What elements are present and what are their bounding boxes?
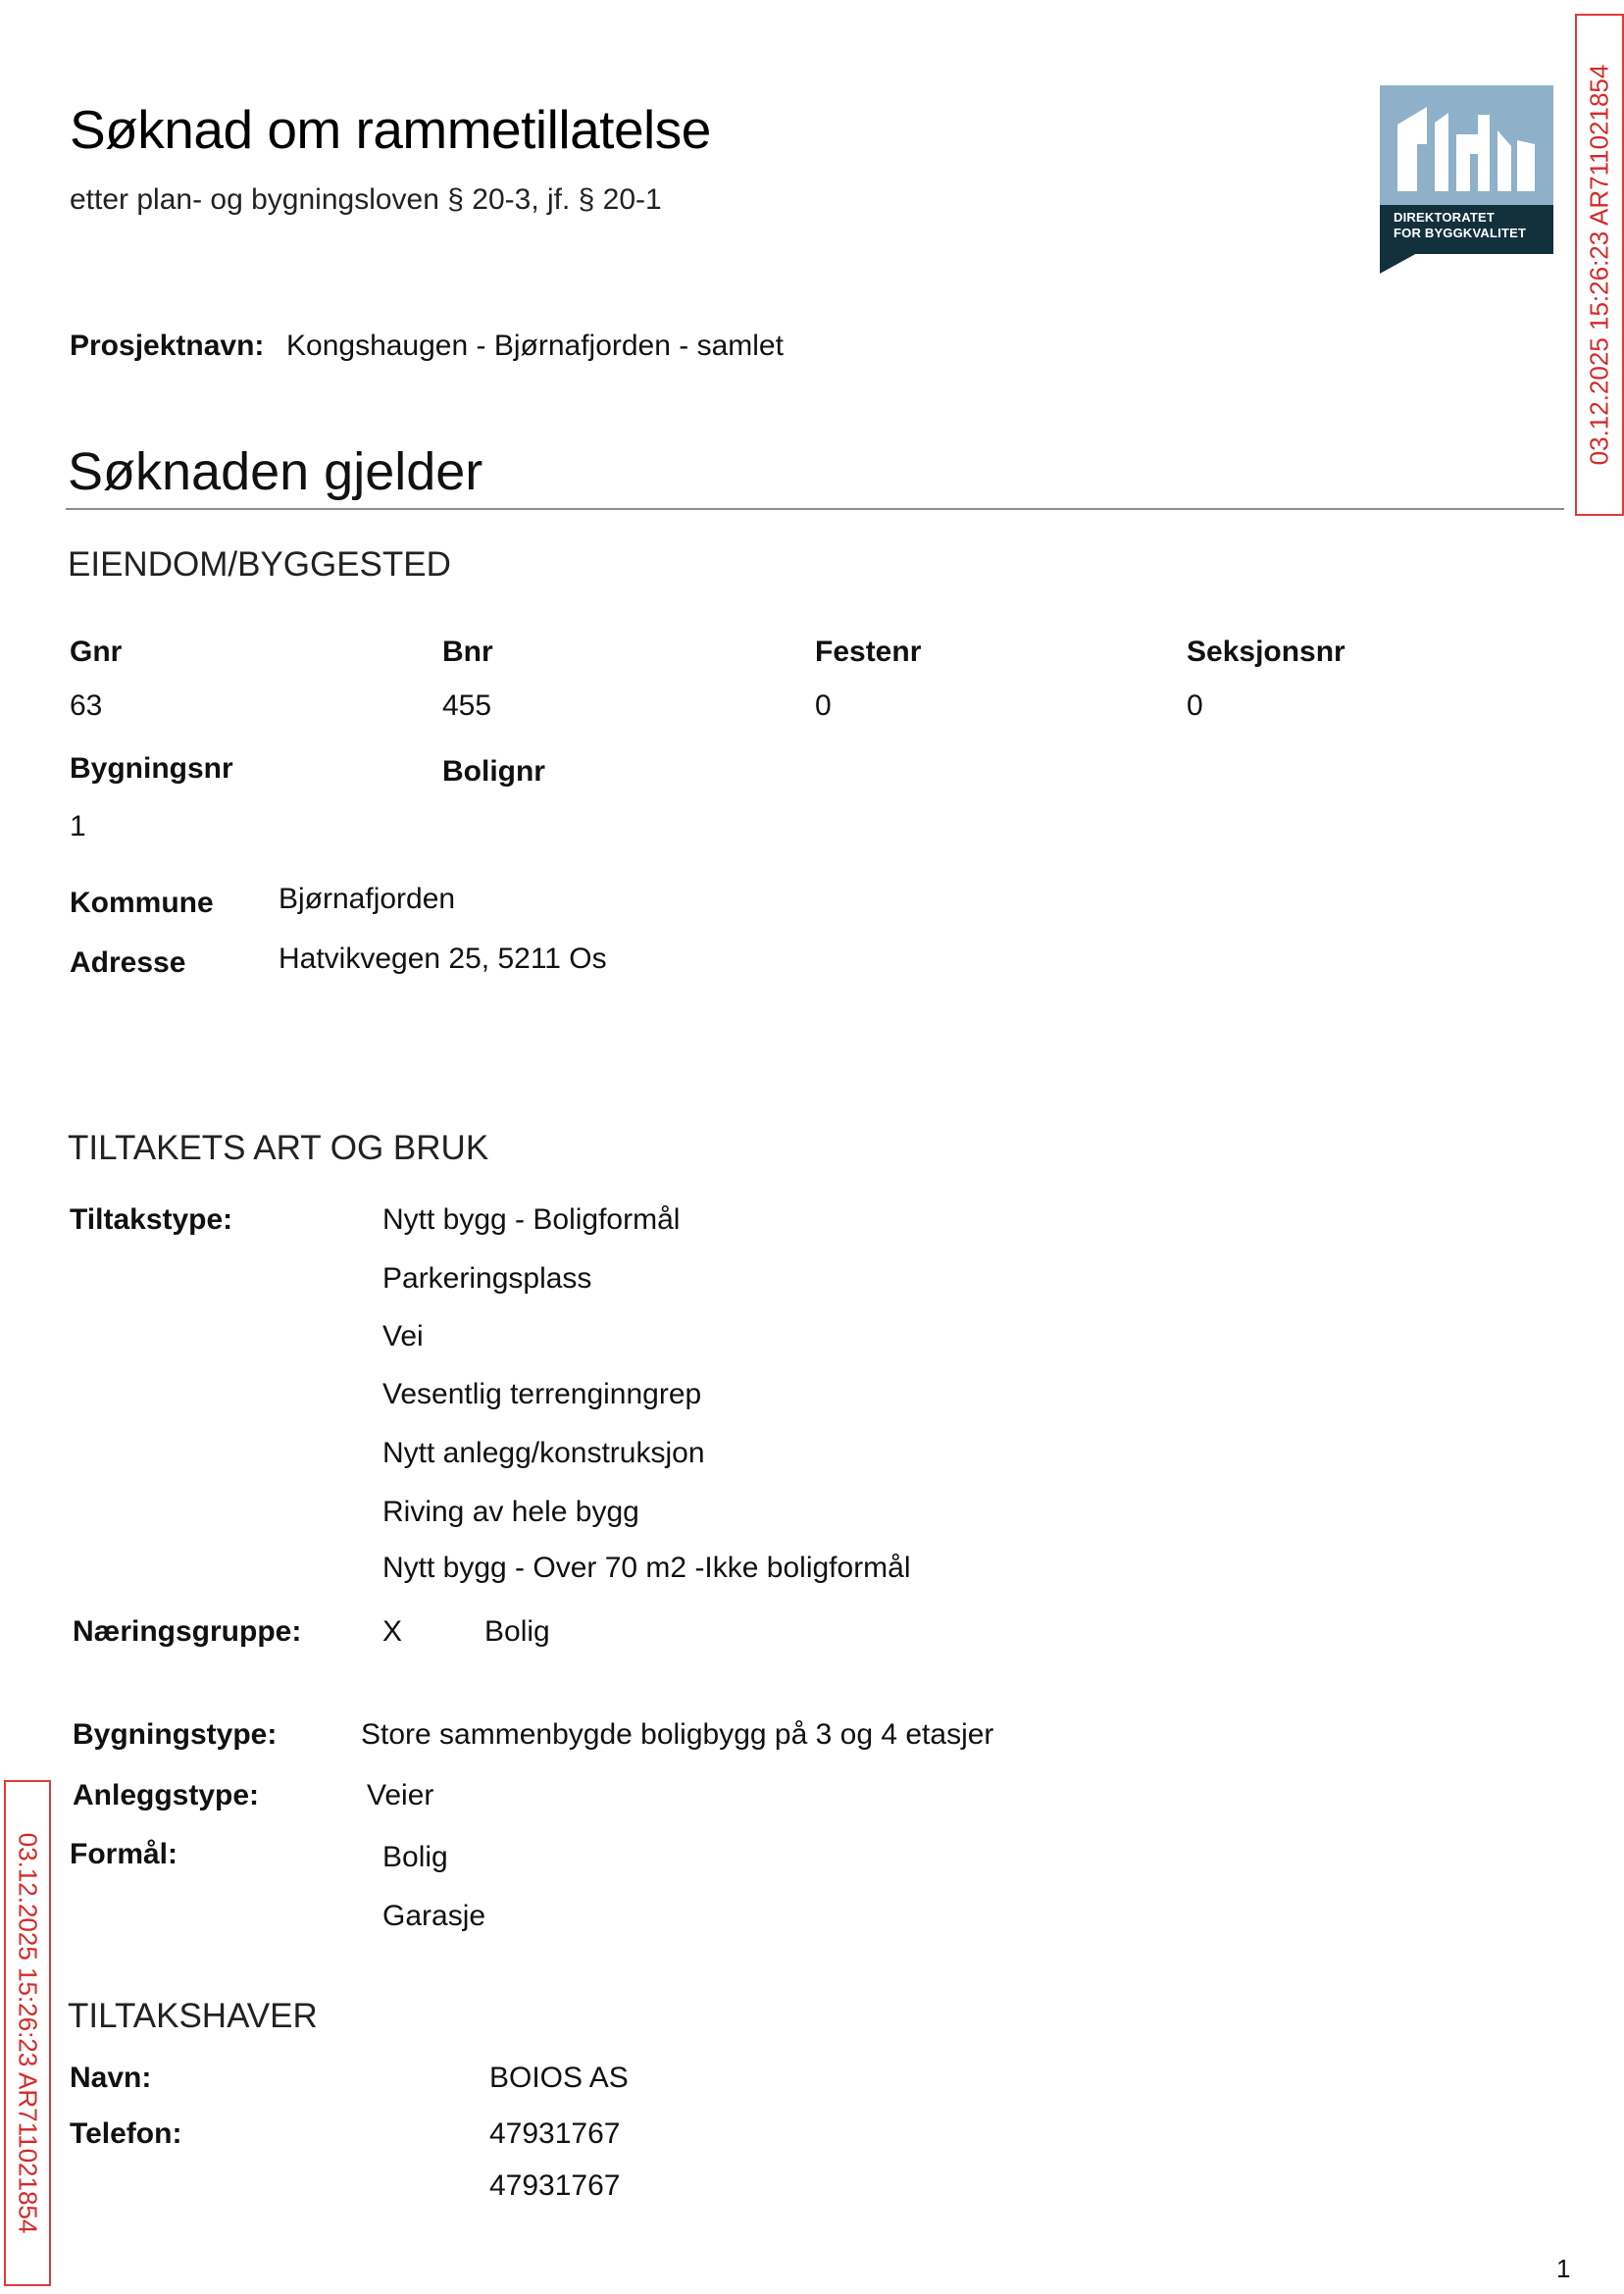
document-title: Søknad om rammetillatelse (70, 99, 711, 160)
telefon-value: 47931767 (489, 2117, 621, 2150)
measure-heading: TILTAKETS ART OG BRUK (68, 1129, 489, 1167)
adresse-label: Adresse (70, 946, 186, 979)
seksjonsnr-label: Seksjonsnr (1187, 636, 1345, 668)
bnr-label: Bnr (442, 636, 493, 668)
property-heading: EIENDOM/BYGGESTED (68, 545, 451, 584)
bygningsnr-value: 1 (70, 810, 86, 842)
formaal-item: Garasje (382, 1900, 486, 1932)
gnr-value: 63 (70, 689, 103, 722)
bygningstype-value: Store sammenbygde boligbygg på 3 og 4 etasjer (361, 1718, 994, 1751)
gnr-label: Gnr (70, 636, 123, 668)
section-title: Søknaden gjelder (68, 442, 483, 501)
tiltakstype-item: Riving av hele bygg (382, 1496, 639, 1528)
dibk-logo (1380, 85, 1553, 276)
logo-tab (1380, 252, 1419, 274)
logo-buildings-icon (1380, 85, 1553, 205)
navn-value: BOIOS AS (489, 2062, 629, 2094)
telefon-value: 47931767 (489, 2169, 621, 2202)
naeringsgruppe-code: X (382, 1615, 403, 1648)
kommune-label: Kommune (70, 887, 214, 919)
project-name-value: Kongshaugen - Bjørnafjorden - samlet (286, 330, 784, 362)
bolignr-label: Bolignr (442, 755, 545, 788)
tiltakstype-item: Nytt bygg - Boligformål (382, 1203, 681, 1236)
adresse-value: Hatvikvegen 25, 5211 Os (279, 943, 607, 975)
naeringsgruppe-value: Bolig (484, 1615, 550, 1648)
anleggstype-label: Anleggstype: (73, 1779, 260, 1811)
stamp-text: 03.12.2025 15:26:23 AR711021854 (1584, 64, 1614, 466)
section-divider (66, 508, 1564, 510)
logo-text-line1: DIREKTORATET (1394, 210, 1496, 225)
bygningstype-label: Bygningstype: (73, 1718, 278, 1751)
tiltakstype-item: Vei (382, 1320, 424, 1352)
owner-heading: TILTAKSHAVER (68, 1997, 318, 2035)
anleggstype-value: Veier (367, 1779, 434, 1811)
formaal-item: Bolig (382, 1841, 448, 1873)
festenr-label: Festenr (815, 636, 922, 668)
naeringsgruppe-label: Næringsgruppe: (73, 1615, 302, 1648)
formaal-label: Formål: (70, 1838, 178, 1870)
project-name-label: Prosjektnavn: (70, 330, 265, 362)
tiltakstype-label: Tiltakstype: (70, 1203, 233, 1236)
bygningsnr-label: Bygningsnr (70, 752, 233, 785)
bnr-value: 455 (442, 689, 492, 722)
tiltakstype-item: Vesentlig terrenginngrep (382, 1378, 702, 1410)
receipt-stamp-left (4, 1780, 51, 2286)
page-number: 1 (1556, 2254, 1571, 2283)
receipt-stamp-right (1575, 14, 1624, 516)
logo-text (1394, 210, 1526, 241)
telefon-label: Telefon: (70, 2117, 182, 2150)
tiltakstype-item: Nytt bygg - Over 70 m2 -Ikke boligformål (382, 1552, 911, 1584)
tiltakstype-item: Parkeringsplass (382, 1262, 592, 1295)
document-subtitle: etter plan- og bygningsloven § 20-3, jf. § 20-1 (70, 183, 662, 216)
seksjonsnr-value: 0 (1187, 689, 1203, 722)
festenr-value: 0 (815, 689, 832, 722)
navn-label: Navn: (70, 2062, 152, 2094)
tiltakstype-item: Nytt anlegg/konstruksjon (382, 1437, 705, 1469)
logo-text-line2: FOR BYGGKVALITET (1394, 226, 1527, 240)
stamp-text: 03.12.2025 15:26:23 AR711021854 (13, 1832, 43, 2234)
kommune-value: Bjørnafjorden (279, 883, 456, 915)
